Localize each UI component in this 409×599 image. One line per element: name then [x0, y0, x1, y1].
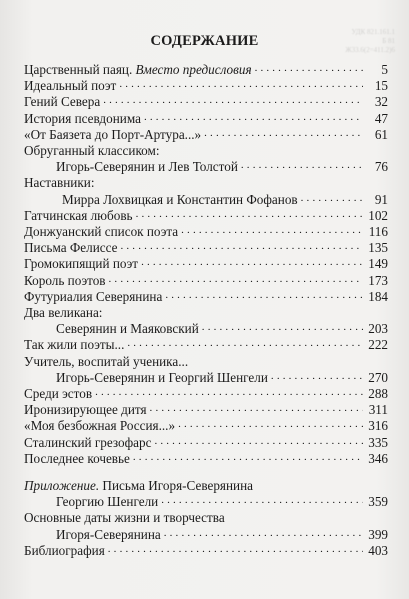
toc-page-number: 288	[368, 386, 388, 401]
dot-leader	[165, 289, 363, 301]
toc-entry	[24, 386, 388, 401]
dot-leader	[133, 451, 363, 463]
toc-entry	[24, 305, 388, 320]
toc-entry-subtitle: Приложение.	[24, 478, 100, 493]
dot-leader	[154, 435, 363, 447]
dot-leader	[150, 402, 363, 414]
toc-page-number: 311	[368, 402, 388, 418]
bleed-line: Б 81	[382, 37, 395, 45]
toc-entry	[24, 143, 388, 158]
toc-page-number: 173	[368, 272, 388, 288]
toc-page-number: 184	[368, 288, 388, 304]
toc-entry-title: Мирра Лохвицкая и Константин Фофанов	[62, 191, 298, 207]
toc-page-number: 203	[368, 321, 388, 337]
toc-entry-title: Обруганный классиком:	[24, 143, 160, 158]
toc-entry-title: Письма Фелиссе	[24, 240, 118, 256]
toc-page-number: 135	[368, 240, 388, 256]
dot-leader	[136, 208, 363, 220]
bleed-line: Ж33.6(2=411.2)6	[345, 46, 395, 54]
dot-leader	[204, 127, 363, 139]
toc-page-number: 5	[381, 62, 388, 77]
dot-leader	[95, 386, 363, 398]
dot-leader	[108, 543, 363, 555]
toc-entry-title: Гений Севера	[24, 94, 101, 110]
toc-entry-title: Царственный паяц.	[24, 62, 133, 77]
page-title: СОДЕРЖАНИЕ	[150, 33, 259, 49]
toc-entry	[24, 224, 388, 239]
dot-leader	[127, 337, 363, 349]
toc-page-number: 270	[368, 369, 388, 385]
toc-entry-title: Последнее кочевье	[24, 450, 130, 466]
toc-entry	[24, 543, 388, 558]
dot-leader	[181, 224, 363, 236]
toc-entry-title: Донжуанский список поэта	[24, 224, 179, 239]
toc-page-number: 149	[368, 256, 388, 272]
dot-leader	[144, 111, 363, 123]
toc-entry	[24, 127, 388, 142]
toc-entry	[24, 494, 388, 509]
toc-entry	[24, 208, 388, 223]
toc-entry-title: Георгию Шенгели	[56, 494, 159, 510]
toc-page-number: 15	[374, 78, 388, 94]
toc-page-number: 102	[368, 207, 388, 223]
toc-page-number: 91	[374, 191, 388, 207]
toc-entry	[24, 94, 388, 109]
toc-entry	[24, 289, 388, 304]
dot-leader	[121, 240, 364, 252]
toc-entry	[24, 370, 388, 385]
toc-entry	[24, 192, 388, 207]
dot-leader	[164, 527, 363, 539]
toc-entry-title: Громокипящий поэт	[24, 256, 139, 272]
toc-page-number: 116	[368, 224, 388, 239]
toc-entry	[24, 354, 388, 369]
toc-entry-title: Библиография	[24, 542, 105, 558]
toc-entry-title: Так жили поэты...	[24, 337, 125, 353]
toc-entry-title: Письма Игоря-Северянина	[102, 478, 254, 493]
dot-leader	[103, 94, 363, 106]
dot-leader	[109, 273, 363, 285]
toc-entry-title: Северянин и Маяковский	[56, 321, 199, 337]
toc-entry-title: Гатчинская любовь	[24, 207, 133, 223]
toc-entry	[24, 256, 388, 271]
toc-entry	[24, 337, 388, 352]
toc-page-number: 346	[368, 450, 388, 466]
toc-entry-title: «Моя безбожная Россия...»	[24, 418, 176, 434]
toc-entry-title: Основные даты жизни и творчества	[24, 510, 225, 526]
toc-entry-title: «От Баязета до Порт-Артура...»	[24, 126, 202, 142]
toc-entry-title: Игорь-Северянин и Лев Толстой	[56, 159, 238, 175]
toc-entry	[24, 78, 388, 93]
dot-leader	[161, 494, 363, 506]
toc-entry	[24, 62, 388, 77]
toc-page-number: 222	[368, 337, 388, 353]
dot-leader	[255, 62, 363, 74]
toc-entry-title: Учитель, воспитай ученика...	[24, 353, 189, 369]
toc-entry-title: Наставники:	[24, 175, 95, 191]
toc-page-number: 335	[368, 434, 388, 450]
dot-leader	[301, 192, 363, 204]
toc-entry-title: Сталинский грезофарс	[24, 434, 152, 450]
toc-entry-subtitle: Вместо предисловия	[135, 62, 252, 77]
toc-entry	[24, 175, 388, 190]
toc-entry	[24, 321, 388, 336]
bleed-line: УДК 821.161.1	[351, 28, 395, 36]
toc-entry	[24, 273, 388, 288]
toc-entry-title: Среди эстов	[24, 386, 93, 401]
toc-page-number: 399	[368, 526, 388, 542]
dot-leader	[202, 321, 363, 333]
dot-leader	[271, 370, 363, 382]
toc-entry-title: История псевдонима	[24, 110, 141, 126]
toc-entry-title: Иронизирующее дитя	[24, 402, 147, 418]
toc-page-number: 32	[374, 94, 388, 110]
toc-page-number: 76	[374, 159, 388, 175]
dot-leader	[141, 256, 363, 268]
toc-page-number: 316	[368, 418, 388, 434]
toc-entry	[24, 435, 388, 450]
dot-leader	[119, 78, 363, 90]
toc-entry-title: Игорь-Северянин и Георгий Шенгели	[56, 369, 268, 385]
toc-entry	[24, 418, 388, 433]
toc-page-number: 47	[374, 110, 388, 126]
toc-entry-title: Два великана:	[24, 305, 103, 320]
toc-entry	[24, 111, 388, 126]
toc-entry-title: Король поэтов	[24, 272, 106, 288]
toc-entry-title: Идеальный поэт	[24, 78, 117, 94]
toc-entry	[24, 402, 388, 417]
toc-entry	[24, 451, 388, 466]
toc-entry	[24, 527, 388, 542]
toc-page-number: 61	[374, 126, 388, 142]
toc-page-number: 359	[368, 494, 388, 510]
toc-entry	[24, 159, 388, 174]
toc-entry-title: Игоря-Северянина	[56, 526, 161, 542]
toc-entry-title: Футуриалия Северянина	[24, 288, 163, 304]
dot-leader	[241, 159, 363, 171]
toc-entry	[24, 240, 388, 255]
toc-page-number: 403	[368, 542, 388, 558]
toc-entry	[24, 510, 388, 525]
toc-entry	[24, 478, 388, 493]
dot-leader	[178, 418, 363, 430]
